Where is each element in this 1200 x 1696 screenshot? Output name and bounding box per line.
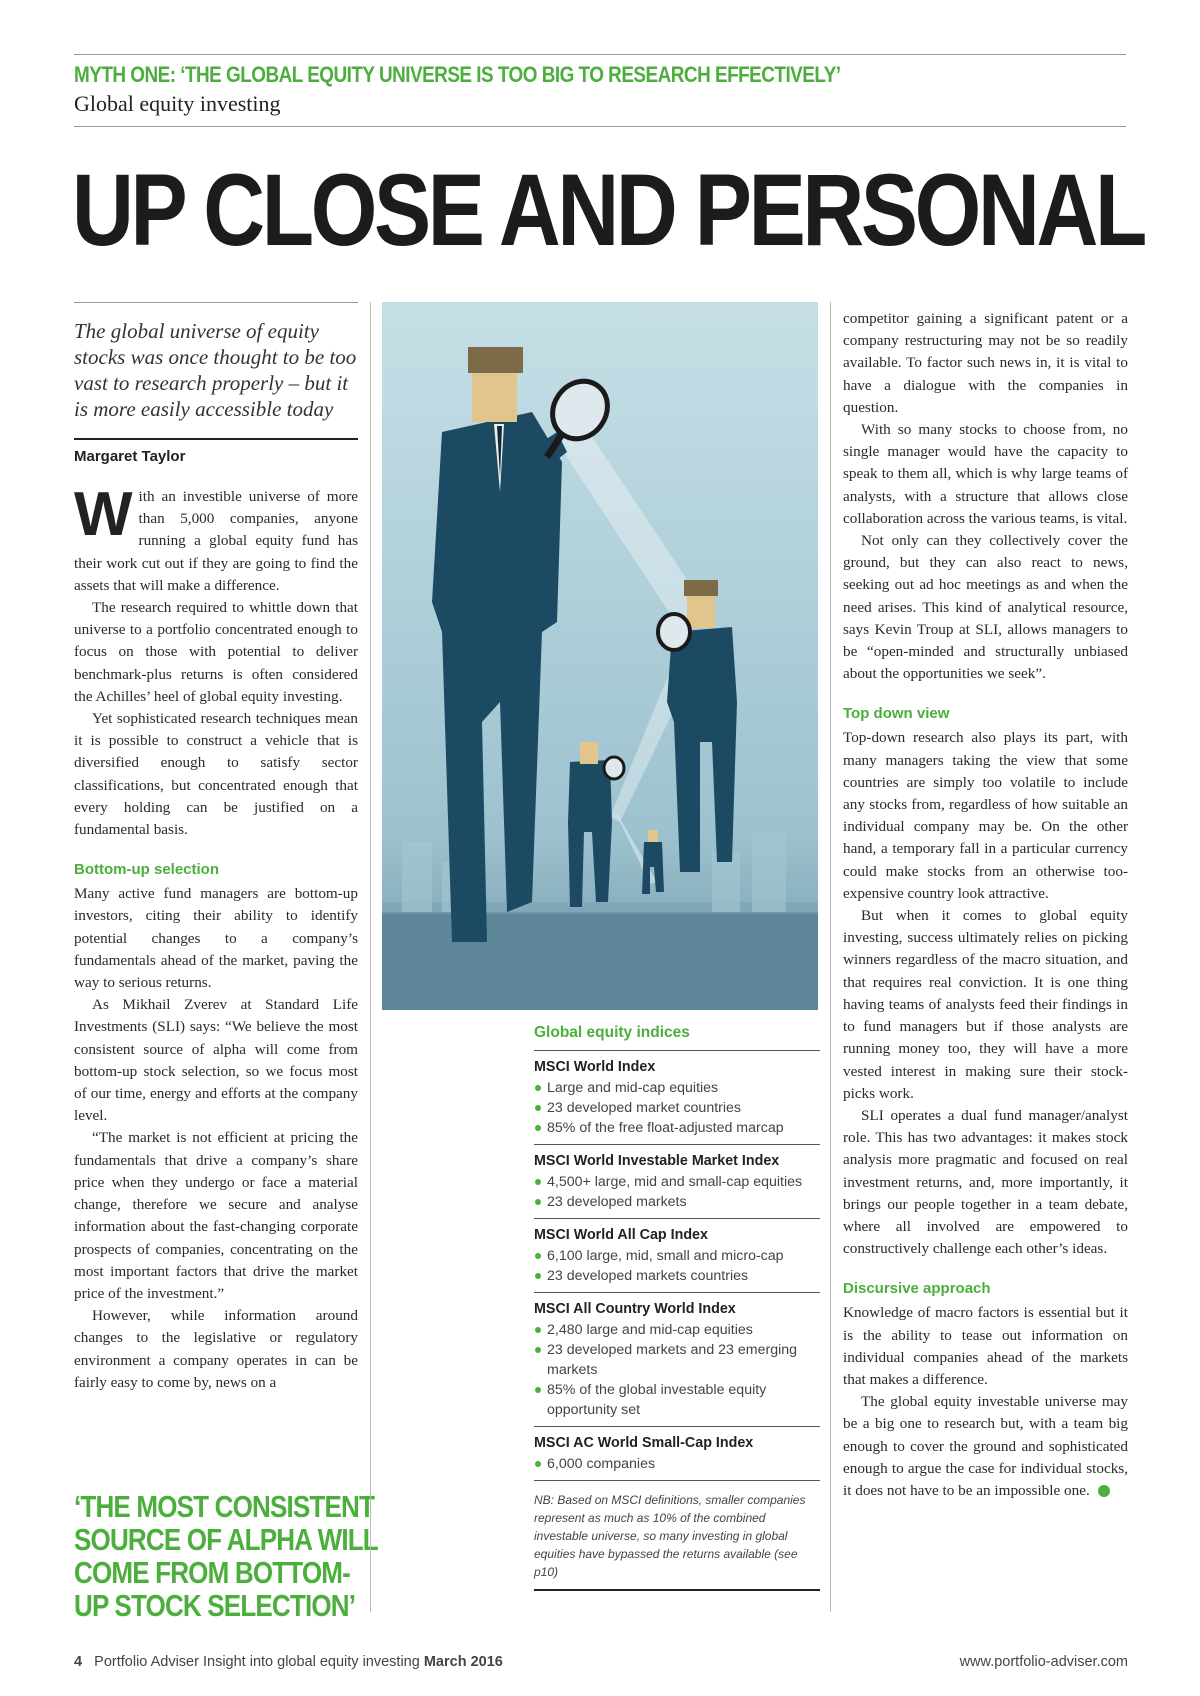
subheading: Top down view [843,705,950,723]
header-rule [74,126,1126,127]
standfirst-rule [74,302,358,303]
subheading: Bottom-up selection [74,861,219,879]
list-item: 6,000 companies [534,1454,820,1474]
kicker: MYTH ONE: ‘THE GLOBAL EQUITY UNIVERSE IS TOO BIG TO RESEARCH EFFECTIVELY’ [74,62,841,87]
page-title: UP CLOSE AND PERSONAL [72,153,1144,267]
sidebar-box [534,1024,820,1591]
footer-left [74,1654,503,1670]
paragraph: As Mikhail Zverev at Standard Life Investments (SLI) says: “We believe the most consistent source of alpha will come from bottom-up stock selection, so we focus most of our time, energy and efforts at the company level. [74,996,358,1125]
page-number: 4 [74,1654,83,1670]
article-column-1 [74,480,358,1394]
issue-date: March 2016 [423,1654,503,1670]
paragraph: “The market is not efficient at pricing the fundamentals that drive a company’s share price when they undergo or face a material change, therefore we secure and analyse information about the fast-changing corporate prospects of companies, concentrating on the most important factors that drive the market price of the investment.” [74,1129,358,1302]
paragraph: Knowledge of macro factors is essential but it is the ability to tease out information on individual companies ahead of the markets that makes a difference. [843,1304,1128,1388]
illustration [382,302,818,1010]
paragraph: Yet sophisticated research techniques mean it is possible to construct a vehicle that is diversified enough to satisfy sector classifications, but concentrated enough that every holding can be justified on a fundamental basis. [74,710,358,839]
article-column-3 [843,308,1128,1502]
list-item: 6,100 large, mid, small and micro-cap [534,1246,820,1266]
magnifying-glass-men-illustration [382,302,818,1010]
list-item: 23 developed markets and 23 emerging markets [534,1340,820,1380]
paragraph: But when it comes to global equity investing, success ultimately relies on picking winners regardless of the macro situation, and that requires real conviction. It is one thing having teams of analysts feed their findings in to fund managers but if those analysts are running money too, they will have a more vested interest in making sure their stock-picks work. [843,907,1128,1102]
drop-cap: W [74,480,133,549]
column-divider [830,302,831,1612]
index-entry: MSCI All Country World Index 2,480 large and mid-cap equities 23 developed markets and 23 emerging markets 85% of the global investable equity opportunity set [534,1293,820,1427]
list-item: 23 developed markets [534,1192,820,1212]
sidebar-note: NB: Based on MSCI definitions, smaller companies represent as much as 10% of the combined investable universe, so many investing in global equities have bypassed the returns available (see p10) [534,1481,820,1591]
paragraph: With an investible universe of more than 5,000 companies, anyone running a global equity fund has their work cut out if they are going to find the assets that will make a difference. [74,480,358,594]
list-item: 23 developed markets countries [534,1266,820,1286]
column-divider [370,302,371,1612]
list-item: 85% of the free float-adjusted marcap [534,1118,820,1138]
index-entry: MSCI World Index Large and mid-cap equities 23 developed market countries 85% of the free float-adjusted marcap [534,1051,820,1145]
subheading: Discursive approach [843,1280,991,1298]
section-label: Global equity investing [74,91,281,116]
paragraph: Many active fund managers are bottom-up investors, citing their ability to identify potential changes to a company’s fundamentals ahead of the market, paving the way to serious returns. [74,885,358,992]
paragraph: With so many stocks to choose from, no single manager would have the capacity to speak to them all, which is why large teams of analysts, with a structure that allows close collaboration across the various teams, is vital. [843,421,1128,527]
paragraph: Top-down research also plays its part, with many managers taking the view that some countries are simply too volatile to include any stocks from, regardless of how suitable an individual company may be. On the other hand, a temporary fall in a particular currency could make stocks from an otherwise too-expensive country look attractive. [843,729,1128,902]
paragraph: The research required to whittle down that universe to a portfolio concentrated enough to focus on those with potential to deliver benchmark-plus returns is often considered the Achilles’ heel of global equity investing. [74,599,358,705]
list-item: 85% of the global investable equity opportunity set [534,1380,820,1420]
sidebar-title: Global equity indices [534,1024,820,1051]
list-item: 4,500+ large, mid and small-cap equities [534,1172,820,1192]
paragraph: Not only can they collectively cover the ground, but they can also react to news, seeking out ad hoc meetings as and when the need arises. This kind of analytical resource, says Kevin Troup at SLI, allows managers to be “open-minded and structurally unbiased about the opportunities we seek”. [843,532,1128,683]
top-rule [74,54,1126,55]
byline: Margaret Taylor [74,448,186,465]
paragraph: SLI operates a dual fund manager/analyst role. This has two advantages: it makes stock analysis more pragmatic and focused on real investment returns, and, more importantly, it brings our people together in a team debate, where all involved are empowered to constructively challenge each other’s ideas. [843,1106,1128,1258]
standfirst: The global universe of equity stocks was once thought to be too vast to research properly – but it is more easily accessible today [74,319,357,421]
index-entry: MSCI World Investable Market Index 4,500+ large, mid and small-cap equities 23 developed markets [534,1145,820,1219]
publication-name: Portfolio Adviser Insight into global equity investing [94,1654,420,1670]
list-item: Large and mid-cap equities [534,1078,820,1098]
index-entry: MSCI AC World Small-Cap Index 6,000 companies [534,1427,820,1481]
paragraph: However, while information around changes to the legislative or regulatory environment a company operates in can be fairly easy to come by, news on a [74,1307,358,1391]
list-item: 23 developed market countries [534,1098,820,1118]
byline-rule [74,438,358,440]
end-mark-icon [1098,1485,1110,1497]
pull-quote: ‘THE MOST CONSISTENT SOURCE OF ALPHA WILL COME FROM BOTTOM- UP STOCK SELECTION’ [74,1489,378,1623]
paragraph: The global equity investable universe may be a big one to research but, with a team big enough to cover the ground and sophisticated enough to argue the case for individual stocks, it does not have to be an impossible one. [843,1393,1128,1499]
list-item: 2,480 large and mid-cap equities [534,1320,820,1340]
footer-url: www.portfolio-adviser.com [959,1654,1128,1670]
paragraph: competitor gaining a significant patent or a company restructuring may not be so readily available. To factor such news in, it is vital to have a dialogue with the companies in question. [843,310,1128,416]
index-entry: MSCI World All Cap Index 6,100 large, mid, small and micro-cap 23 developed markets countries [534,1219,820,1293]
